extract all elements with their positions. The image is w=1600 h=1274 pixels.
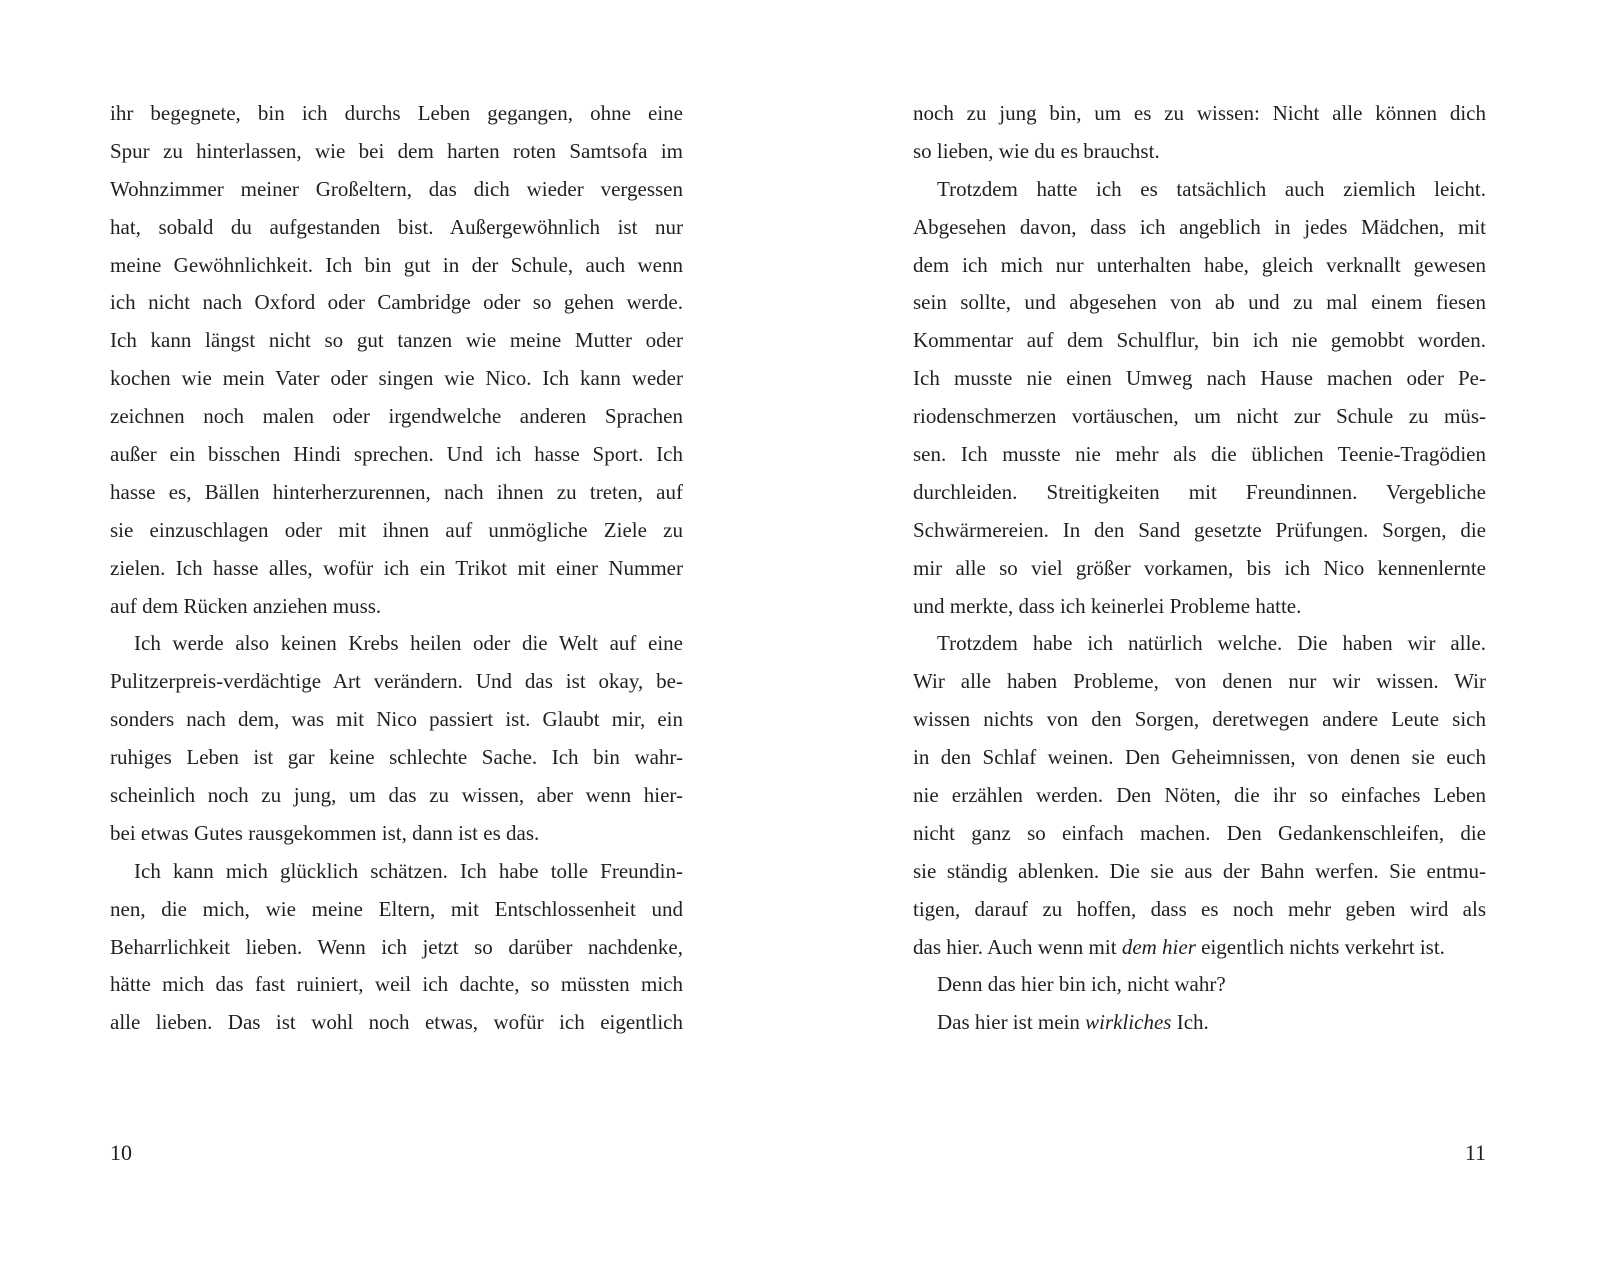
- left-page: [110, 95, 683, 1042]
- text-line: sie einzuschlagen oder mit ihnen auf unmögliche Ziele zu: [110, 517, 683, 542]
- text-line: auf dem Rücken anziehen muss.: [110, 593, 382, 618]
- text-line: noch zu jung bin, um es zu wissen: Nicht alle können dich: [913, 101, 1486, 125]
- text-line: Ich werde also keinen Krebs heilen oder die Welt auf eine: [134, 631, 683, 656]
- text-line: außer ein bisschen Hindi sprechen. Und ich hasse Sport. Ich: [110, 442, 683, 467]
- text-line: Ich kann mich glücklich schätzen. Ich habe tolle Freundin-: [134, 858, 683, 883]
- text-line: alle lieben. Das ist wohl noch etwas, wofür ich eigentlich: [110, 1010, 683, 1035]
- text-line: Spur zu hinterlassen, wie bei dem harten roten Samtsofa im: [110, 138, 683, 163]
- text-line: [913, 929, 1486, 967]
- text-line: hätte mich das fast ruiniert, weil ich dachte, so müssten mich: [110, 972, 683, 997]
- text-line: Ich kann längst nicht so gut tanzen wie meine Mutter oder: [110, 328, 683, 353]
- text-line: Kommentar auf dem Schulflur, bin ich nie gemobbt worden.: [913, 328, 1486, 353]
- text-line: nicht ganz so einfach machen. Den Gedankenschleifen, die: [913, 820, 1486, 845]
- text-line: Schwärmereien. In den Sand gesetzte Prüfungen. Sorgen, die: [913, 517, 1486, 542]
- text-line: nie erzählen werden. Den Nöten, die ihr so einfaches Leben: [913, 783, 1486, 808]
- text-run: eigentlich nichts verkehrt ist.: [1195, 934, 1445, 959]
- text-line: Denn das hier bin ich, nicht wahr?: [937, 972, 1226, 997]
- text-line: Pulitzerpreis-verdächtige Art verändern. Und das ist okay, be-: [110, 669, 683, 694]
- text-line: in den Schlaf weinen. Den Geheimnissen, von denen sie euch: [913, 745, 1486, 770]
- text-line: [913, 1004, 1486, 1042]
- text-line: scheinlich noch zu jung, um das zu wissen, aber wenn hier-: [110, 783, 683, 808]
- text-line: durchleiden. Streitigkeiten mit Freundinnen. Vergebliche: [913, 479, 1486, 504]
- text-line: sen. Ich musste nie mehr als die üblichen Teenie-Tragödien: [913, 442, 1486, 467]
- text-line: Wohnzimmer meiner Großeltern, das dich wieder vergessen: [110, 176, 683, 201]
- right-page: [913, 95, 1486, 1042]
- italic-text: dem hier: [1121, 934, 1196, 959]
- text-line: und merkte, dass ich keinerlei Probleme hatte.: [913, 593, 1302, 618]
- text-line: bei etwas Gutes rausgekommen ist, dann ist es das.: [110, 820, 540, 845]
- text-line: Ich musste nie einen Umweg nach Hause machen oder Pe-: [913, 366, 1486, 391]
- text-line: mir alle so viel größer vorkamen, bis ich Nico kennenlernte: [913, 555, 1486, 580]
- text-line: Beharrlichkeit lieben. Wenn ich jetzt so darüber nachdenke,: [110, 934, 683, 959]
- text-line: kochen wie mein Vater oder singen wie Nico. Ich kann weder: [110, 366, 683, 391]
- text-line: ruhiges Leben ist gar keine schlechte Sache. Ich bin wahr-: [110, 745, 683, 770]
- page-number-right: 11: [1464, 1140, 1486, 1165]
- text-line: ihr begegnete, bin ich durchs Leben gegangen, ohne eine: [110, 101, 683, 125]
- text-line: nen, die mich, wie meine Eltern, mit Entschlossenheit und: [110, 896, 683, 921]
- text-line: Trotzdem hatte ich es tatsächlich auch ziemlich leicht.: [937, 176, 1486, 201]
- text-line: Trotzdem habe ich natürlich welche. Die haben wir alle.: [937, 631, 1486, 656]
- text-run: Das hier ist mein: [937, 1010, 1086, 1035]
- text-line: sein sollte, und abgesehen von ab und zu mal einem fiesen: [913, 290, 1486, 315]
- text-line: dem ich mich nur unterhalten habe, gleich verknallt gewesen: [913, 252, 1486, 277]
- text-line: ich nicht nach Oxford oder Cambridge oder so gehen werde.: [110, 290, 683, 315]
- text-line: hasse es, Bällen hinterherzurennen, nach ihnen zu treten, auf: [110, 479, 683, 504]
- text-line: sonders nach dem, was mit Nico passiert ist. Glaubt mir, ein: [110, 707, 683, 732]
- page-number-left: 10: [110, 1140, 132, 1165]
- text-line: hat, sobald du aufgestanden bist. Außergewöhnlich ist nur: [110, 214, 683, 239]
- text-line: riodenschmerzen vortäuschen, um nicht zur Schule zu müs-: [913, 404, 1486, 429]
- text-line: so lieben, wie du es brauchst.: [913, 138, 1160, 163]
- text-line: sie ständig ablenken. Die sie aus der Bahn werfen. Sie entmu-: [913, 858, 1486, 883]
- text-line: Abgesehen davon, dass ich angeblich in jedes Mädchen, mit: [913, 214, 1486, 239]
- text-line: meine Gewöhnlichkeit. Ich bin gut in der Schule, auch wenn: [110, 252, 683, 277]
- text-line: zielen. Ich hasse alles, wofür ich ein Trikot mit einer Nummer: [110, 555, 683, 580]
- italic-text: wirkliches: [1085, 1010, 1172, 1035]
- text-run: das hier. Auch wenn mit: [913, 934, 1122, 959]
- text-line: tigen, darauf zu hoffen, dass es noch mehr geben wird als: [913, 896, 1486, 921]
- text-run: Ich.: [1171, 1010, 1209, 1035]
- text-line: zeichnen noch malen oder irgendwelche anderen Sprachen: [110, 404, 683, 429]
- text-line: Wir alle haben Probleme, von denen nur wir wissen. Wir: [913, 669, 1486, 694]
- text-line: wissen nichts von den Sorgen, deretwegen andere Leute sich: [913, 707, 1486, 732]
